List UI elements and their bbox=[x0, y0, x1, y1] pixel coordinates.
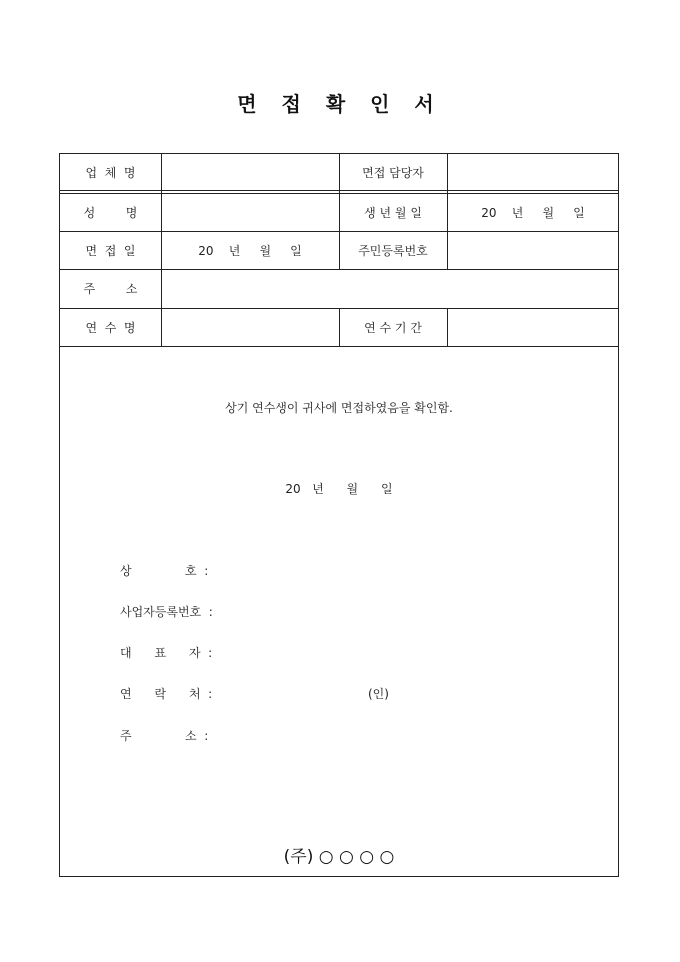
interviewer-label: 면접 담당자 bbox=[362, 165, 424, 180]
interview-date-field[interactable]: 20 년 월 일 bbox=[198, 243, 302, 258]
seal-mark: (인) bbox=[368, 687, 389, 701]
company-name-footer: (주) ○ ○ ○ ○ bbox=[283, 847, 395, 867]
training-name-field[interactable] bbox=[161, 308, 339, 346]
company-name-label: 업 체 명 bbox=[85, 165, 136, 180]
interview-date-label: 면 접 일 bbox=[85, 243, 136, 258]
issue-date: 20 년 월 일 bbox=[285, 482, 393, 496]
confirmation-form bbox=[59, 153, 619, 877]
signature-address-label: 주 소 : bbox=[120, 729, 209, 743]
signature-representative-label: 대 표 자 : bbox=[120, 646, 213, 660]
training-period-field[interactable] bbox=[447, 308, 619, 346]
resident-number-label: 주민등록번호 bbox=[358, 243, 428, 258]
training-name-label: 연 수 명 bbox=[85, 320, 136, 335]
resident-number-field[interactable] bbox=[447, 231, 619, 269]
row-divider bbox=[60, 346, 618, 347]
company-name-field[interactable] bbox=[161, 154, 339, 190]
address-field[interactable] bbox=[161, 269, 619, 308]
signature-contact-label: 연 락 처 : bbox=[120, 687, 213, 701]
birthdate-field[interactable]: 20 년 월 일 bbox=[481, 205, 585, 220]
document-title: 면 접 확 인 서 bbox=[237, 92, 443, 116]
confirmation-statement: 상기 연수생이 귀사에 면접하였음을 확인함. bbox=[225, 401, 453, 415]
name-label: 성 명 bbox=[83, 205, 138, 220]
signature-bizno-label: 사업자등록번호 : bbox=[120, 605, 213, 619]
training-period-label: 연 수 기 간 bbox=[364, 320, 422, 335]
birthdate-label: 생 년 월 일 bbox=[364, 205, 422, 220]
address-label: 주 소 bbox=[83, 282, 138, 296]
interviewer-field[interactable] bbox=[447, 154, 619, 190]
signature-company-label: 상 호 : bbox=[120, 564, 209, 578]
name-field[interactable] bbox=[161, 193, 339, 231]
